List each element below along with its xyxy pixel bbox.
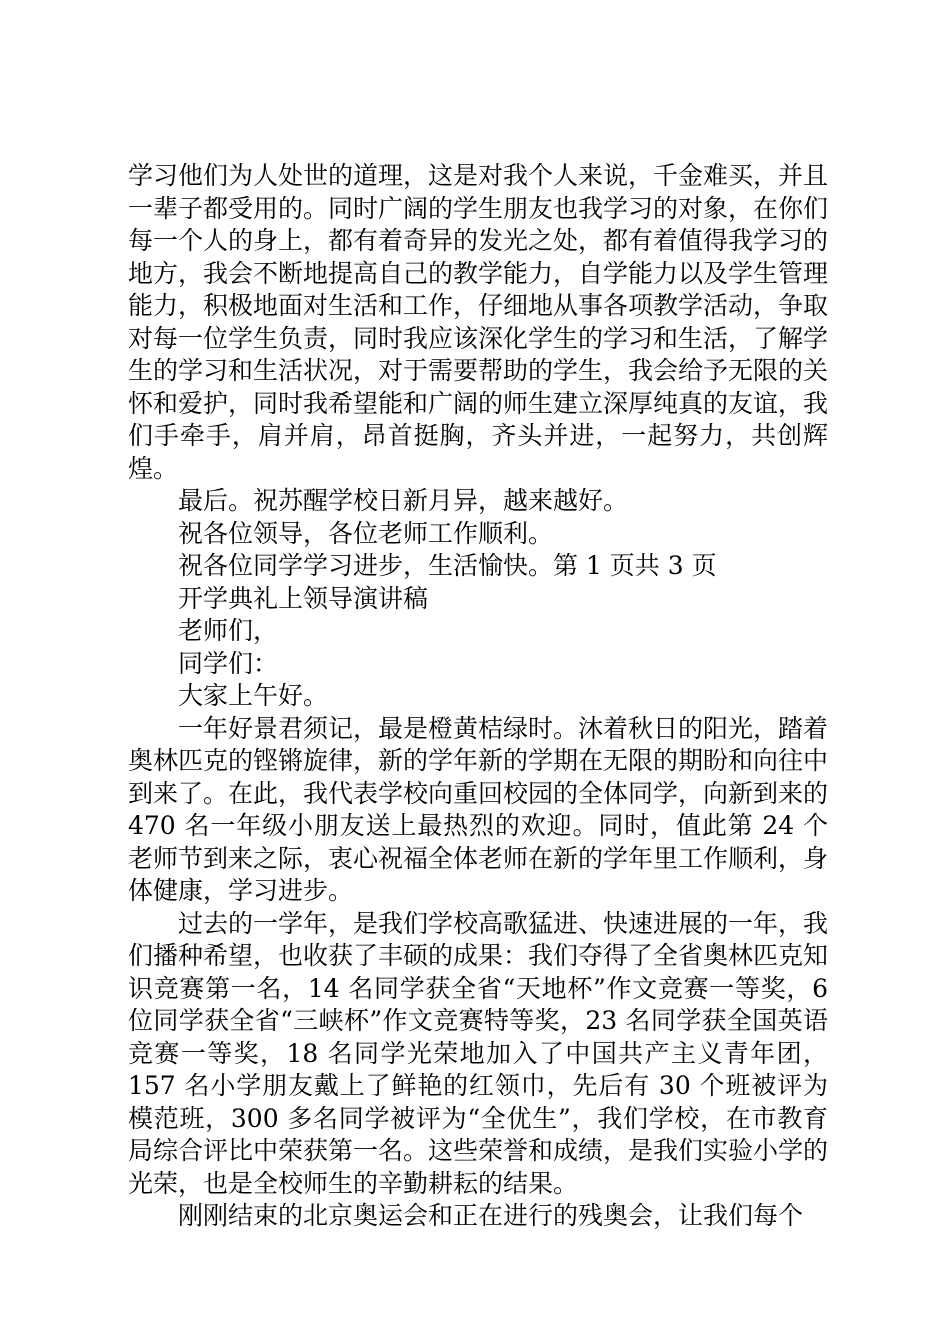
salutation-teachers: 老师们， <box>178 616 279 645</box>
document-page <box>128 160 828 1233</box>
paragraph-2: 最后。祝苏醒学校日新月异，越来越好。 <box>178 486 629 515</box>
paragraph-3: 祝各位领导，各位老师工作顺利。 <box>178 518 554 548</box>
paragraph-4: 祝各位同学学习进步，生活愉快。第 1 页共 3 页 <box>178 551 717 580</box>
paragraph-10: 过去的一学年，是我们学校高歌猛进、快速进展的一年，我们播种希望，也收获了丰硕的成果：我们夺得了全省奥林匹克知识竞赛第一名，14 名同学获全省“天地杯”作文竞赛一等奖，6 位同学获全省“三峡杯”作文竞赛特等奖，23 名同学获全国英语竞赛一等奖，18 名同学光荣地加入了中国共产主义青年团，157 名小学朋友戴上了鲜艳的红领巾，先后有 30 个班被评为模范班，300 多名同学被评为“全优生”，我们学校，在市教育局综合评比中荣获第一名。这些荣誉和成绩，是我们实验小学的光荣，也是全校师生的辛勤耕耘的结果。 <box>128 908 829 1198</box>
paragraph-11: 刚刚结束的北京奥运会和正在进行的残奥会，让我们每个 <box>178 1201 804 1230</box>
paragraph-1: 学习他们为人处世的道理，这是对我个人来说，千金难买，并且一辈子都受用的。同时广阔的学生朋友也我学习的对象，在你们每一个人的身上，都有着奇异的发光之处，都有着值得我学习的地方，我会不断地提高自己的教学能力，自学能力以及学生管理能力，积极地面对生活和工作，仔细地从事各项教学活动，争取对每一位学生负责，同时我应该深化学生的学习和生活，了解学生的学习和生活状况，对于需要帮助的学生，我会给予无限的关怀和爱护，同时我希望能和广阔的师生建立深厚纯真的友谊，我们手牵手，肩并肩，昂首挺胸，齐头并进，一起努力，共创辉煌。 <box>128 161 829 483</box>
greeting: 大家上午好。 <box>178 681 329 710</box>
speech-title: 开学典礼上领导演讲稿 <box>178 583 429 613</box>
salutation-students: 同学们： <box>178 648 279 678</box>
paragraph-9: 一年好景君须记，最是橙黄桔绿时。沐着秋日的阳光，踏着奥林匹克的铿锵旋律，新的学年新的学期在无限的期盼和向往中到来了。在此，我代表学校向重回校园的全体同学，向新到来的 470 名一年级小朋友送上最热烈的欢迎。同时，值此第 24 个老师节到来之际，衷心祝福全体老师在新的学年里工作顺利，身体健康，学习进步。 <box>128 713 829 905</box>
